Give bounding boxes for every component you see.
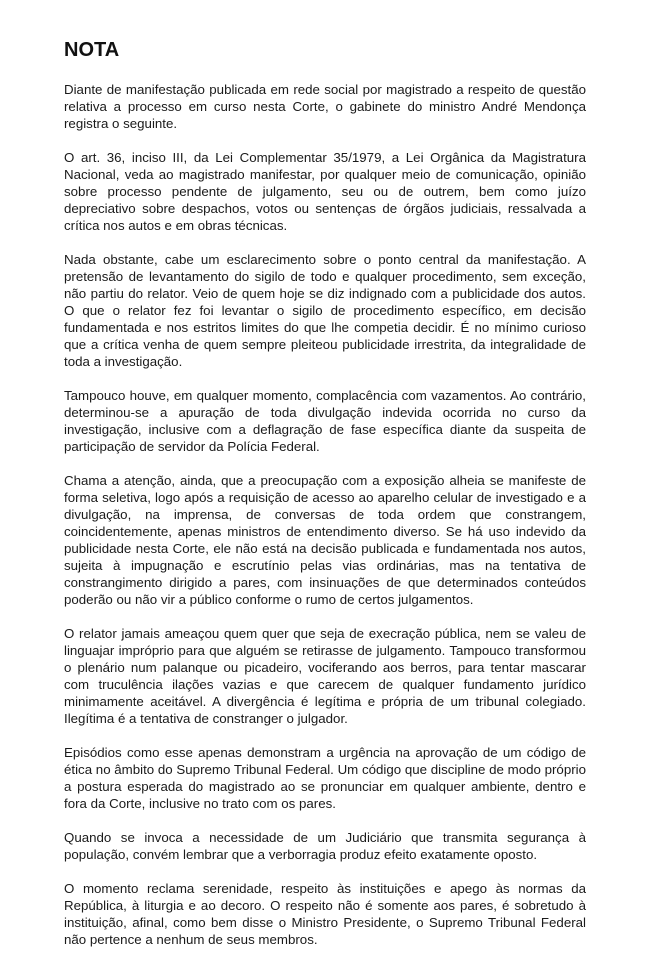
paragraph-7: Episódios como esse apenas demonstram a urgência na aprovação de um código de ética no âmbito do Supremo Tribunal Federal. Um código que discipline de modo próprio a postura esperada do magistrado ao se pronunciar em qualquer ambiente, dentro e fora da Corte, inclusive no trato com os pares.	[64, 745, 586, 811]
paragraph-5: Chama a atenção, ainda, que a preocupação com a exposição alheia se manifeste de forma seletiva, logo após a requisição de acesso ao aparelho celular de investigado e a divulgação, na imprensa, de conversas de toda ordem que constrangem, coincidentemente, apenas ministros de entendimento diverso. Se há uso indevido da publicidade nesta Corte, ele não está na decisão publicada e fundamentada nos autos, sujeita à impugnação e escrutínio pelas vias ordinárias, mas na tentativa de constrangimento dirigido a pares, com insinuações de que determinados conteúdos poderão ou não vir a público conforme o rumo de certos julgamentos.	[64, 473, 586, 607]
document-page	[64, 38, 586, 965]
paragraph-4: Tampouco houve, em qualquer momento, complacência com vazamentos. Ao contrário, determinou-se a apuração de toda divulgação indevida ocorrida no curso da investigação, inclusive com a deflagração de fase específica diante da suspeita de participação de servidor da Polícia Federal.	[64, 388, 586, 454]
paragraph-2: O art. 36, inciso III, da Lei Complementar 35/1979, a Lei Orgânica da Magistratura Nacional, veda ao magistrado manifestar, por qualquer meio de comunicação, opinião sobre processo pendente de julgamento, seu ou de outrem, bem como juízo depreciativo sobre despachos, votos ou sentenças de órgãos judiciais, ressalvada a crítica nos autos e em obras técnicas.	[64, 150, 586, 233]
document-title: NOTA	[64, 39, 120, 61]
paragraph-6: O relator jamais ameaçou quem quer que seja de execração pública, nem se valeu de linguajar impróprio para que alguém se retirasse de julgamento. Tampouco transformou o plenário num palanque ou picadeiro, vociferando aos berros, para tentar mascarar com truculência ilações vazias e que carecem de qualquer fundamento jurídico minimamente aceitável. A divergência é legítima e própria de um tribunal colegiado. Ilegítima é a tentativa de constranger o julgador.	[64, 626, 586, 726]
paragraph-9: O momento reclama serenidade, respeito às instituições e apego às normas da República, à liturgia e ao decoro. O respeito não é somente aos pares, é sobretudo à instituição, afinal, como bem disse o Ministro Presidente, o Supremo Tribunal Federal não pertence a nenhum de seus membros.	[64, 881, 586, 947]
paragraph-1: Diante de manifestação publicada em rede social por magistrado a respeito de questão relativa a processo em curso nesta Corte, o gabinete do ministro André Mendonça registra o seguinte.	[64, 82, 586, 131]
paragraph-3: Nada obstante, cabe um esclarecimento sobre o ponto central da manifestação. A pretensão de levantamento do sigilo de todo e qualquer procedimento, sem exceção, não partiu do relator. Veio de quem hoje se diz indignado com a publicidade dos autos. O que o relator fez foi levantar o sigilo de procedimento específico, em decisão fundamentada e nos estritos limites do que lhe competia decidir. É no mínimo curioso que a crítica venha de quem sempre pleiteou publicidade irrestrita, da integralidade de toda a investigação.	[64, 252, 586, 369]
paragraph-8: Quando se invoca a necessidade de um Judiciário que transmita segurança à população, convém lembrar que a verborragia produz efeito exatamente oposto.	[64, 830, 586, 862]
